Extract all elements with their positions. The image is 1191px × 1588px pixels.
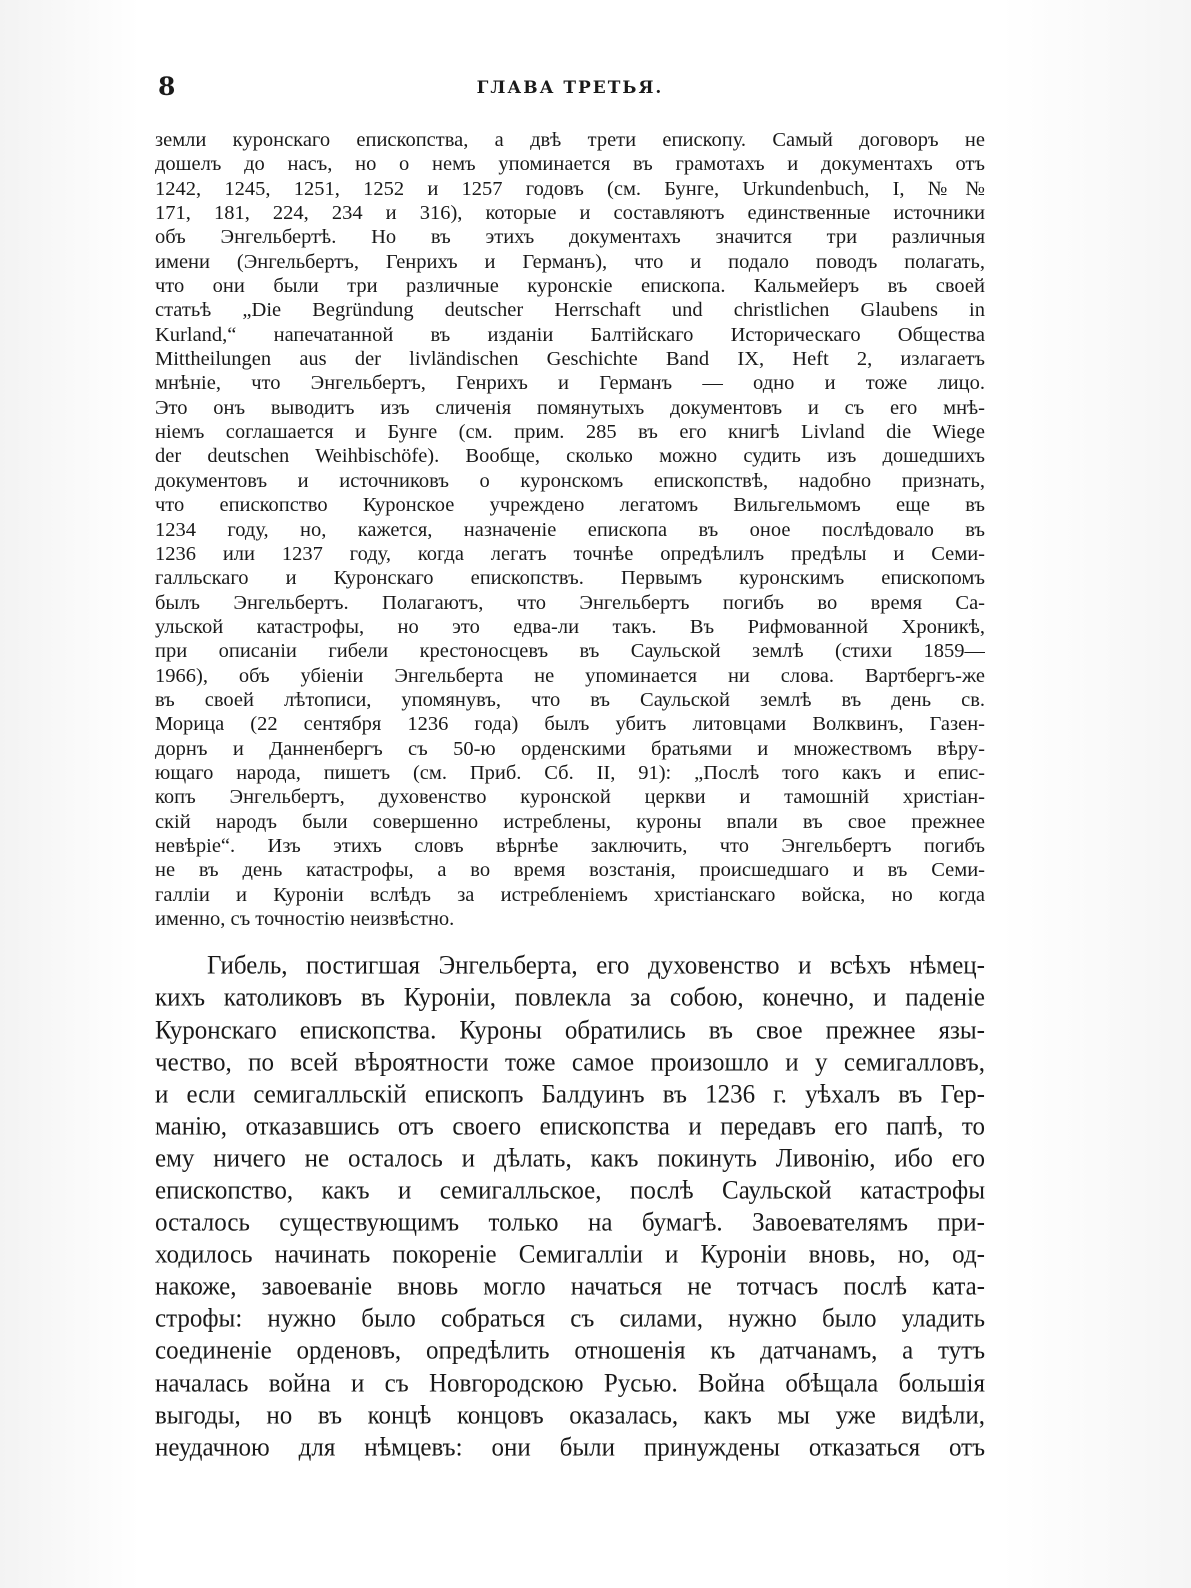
footnote-line: галльскаго и Куронскаго епископствъ. Первымъ куронскимъ епископомъ [155, 567, 985, 590]
body-text-line: Куронскаго епископства. Куроны обратились въ свое прежнее язы- [155, 1015, 985, 1045]
footnote-line: 1242, 1245, 1251, 1252 и 1257 годовъ (см. Бунге, Urkundenbuch, I, №№ [155, 177, 985, 200]
footnote-line: былъ Энгельбертъ. Полагаютъ, что Энгельбертъ погибъ во время Са- [155, 591, 985, 614]
footnote-line: Это онъ выводитъ изъ сличенія помянутыхъ документовъ и съ его мнѣ- [155, 396, 985, 419]
main-text-block [155, 949, 985, 1463]
footnote-line: Mittheilungen aus der livländischen Geschichte Band IX, Heft 2, излагаетъ [155, 348, 985, 371]
footnote-block [155, 128, 985, 931]
scan-edge-left [0, 0, 140, 1588]
chapter-title: ГЛАВА ТРЕТЬЯ. [476, 78, 664, 98]
footnote-line: der deutschen Weihbischöfe). Вообще, сколько можно судить изъ дошедшихъ [155, 445, 985, 468]
body-text-line: строфы: нужно было собраться съ силами, нужно было уладить [155, 1304, 985, 1334]
body-text-line: осталось существующимъ только на бумагѣ. Завоевателямъ при- [155, 1208, 985, 1237]
footnote-line: галліи и Куроніи вслѣдъ за истребленіемъ христіанскаго войска, но когда [155, 883, 985, 906]
footnote-line: скій народъ были совершенно истреблены, куроны впали въ свое прежнее [155, 810, 985, 833]
body-text-line: неудачною для нѣмцевъ: они были принуждены отказаться отъ [155, 1432, 985, 1462]
footnote-line: невѣріе“. Изъ этихъ словъ вѣрнѣе заключить, что Энгельбертъ погибъ [155, 834, 985, 857]
scan-edge-right [1001, 0, 1191, 1588]
footnote-line: именно, съ точностію неизвѣстно. [155, 908, 455, 930]
page-number: 8 [158, 72, 176, 101]
body-text-line: ему ничего не осталось и дѣлать, какъ покинуть Ливонію, ибо его [155, 1144, 985, 1173]
footnote-line: документовъ и источниковъ о куронскомъ епископствѣ, надобно признать, [155, 469, 985, 492]
footnote-line: не въ день катастрофы, а во время возстанія, происшедшаго и въ Семи- [155, 859, 985, 882]
body-text-line: выгоды, но въ концѣ концовъ оказалась, какъ мы уже видѣли, [155, 1400, 985, 1430]
footnote-line: дошелъ до насъ, но о немъ упоминается въ грамотахъ и документахъ отъ [155, 153, 985, 176]
footnote-line: что они были три различные куронскіе епископа. Кальмейеръ въ своей [155, 275, 985, 298]
footnote-line: Морица (22 сентября 1236 года) былъ убитъ литовцами Волквинъ, Газен- [155, 713, 985, 736]
body-text-line: соединеніе орденовъ, опредѣлить отношенія къ датчанамъ, а тутъ [155, 1336, 985, 1366]
body-text-line: накоже, завоеваніе вновь могло начаться не тотчасъ послѣ ката- [155, 1272, 985, 1302]
book-page [155, 72, 985, 1463]
footnote-line: ющаго народа, пишетъ (см. Приб. Сб. II, 91): „Послѣ того какъ и епис- [155, 761, 985, 784]
body-text-line: чество, по всей вѣроятности тоже самое произошло и у семигалловъ, [155, 1047, 985, 1077]
footnote-line: при описаніи гибели крестоносцевъ въ Саульской землѣ (стихи 1859— [155, 640, 985, 663]
body-text-line: началась война и съ Новгородскою Русью. Война обѣщала большія [155, 1368, 985, 1398]
footnote-line: Kurland,“ напечатанной въ изданіи Балтійскаго Историческаго Общества [155, 323, 985, 346]
footnote-line: ніемъ соглашается и Бунге (см. прим. 285 въ его книгѣ Livland die Wiege [155, 421, 985, 444]
footnote-line: въ своей лѣтописи, упомянувъ, что въ Саульской землѣ въ день св. [155, 688, 985, 711]
footnote-line: мнѣніе, что Энгельбертъ, Генрихъ и Германъ — одно и тоже лицо. [155, 372, 985, 395]
footnote-line: имени (Энгельбертъ, Генрихъ и Германъ), что и подало поводъ полагать, [155, 250, 985, 273]
footnote-line: дорнъ и Данненбергъ съ 50-ю орденскими братьями и множествомъ вѣру- [155, 737, 985, 760]
footnote-line: что епископство Куронское учреждено легатомъ Вильгельмомъ еще въ [155, 494, 985, 517]
footnote-line: земли куронскаго епископства, а двѣ трети епископу. Самый договоръ не [155, 129, 985, 151]
body-text-line: и если семигалльскій епископъ Балдуинъ въ 1236 г. уѣхалъ въ Гер- [155, 1079, 985, 1109]
footnote-line: 1236 или 1237 году, когда легатъ точнѣе опредѣлилъ предѣлы и Семи- [155, 542, 985, 565]
body-text-line: манію, отказавшись отъ своего епископства и передавъ его папѣ, то [155, 1111, 985, 1141]
footnote-line: копъ Энгельбертъ, духовенство куронской церкви и тамошній христіан- [155, 786, 985, 809]
footnote-line: 1966), объ убіеніи Энгельберта не упоминается ни слова. Вартбергъ-же [155, 664, 985, 687]
body-text-line: Гибель, постигшая Энгельберта, его духовенство и всѣхъ нѣмец- [207, 951, 985, 981]
footnote-line: ульской катастрофы, но это едва-ли такъ. Въ Рифмованной Хроникѣ, [155, 615, 985, 638]
running-head [155, 72, 985, 106]
body-text-line: ходилось начинать покореніе Семигалліи и Куроніи вновь, но, од- [155, 1240, 985, 1269]
footnote-line: статьѣ „Die Begründung deutscher Herrschaft und christlichen Glaubens in [155, 299, 985, 322]
body-text-line: епископство, какъ и семигалльское, послѣ Саульской катастрофы [155, 1176, 985, 1205]
footnote-line: 1234 году, но, кажется, назначеніе епископа въ оное послѣдовало въ [155, 518, 985, 541]
footnote-line: 171, 181, 224, 234 и 316), которые и составляютъ единственные источники [155, 202, 985, 225]
body-text-line: кихъ католиковъ въ Куроніи, повлекла за собою, конечно, и паденіе [155, 983, 985, 1013]
footnote-line: объ Энгельбертѣ. Но въ этихъ документахъ значится три различныя [155, 226, 985, 249]
